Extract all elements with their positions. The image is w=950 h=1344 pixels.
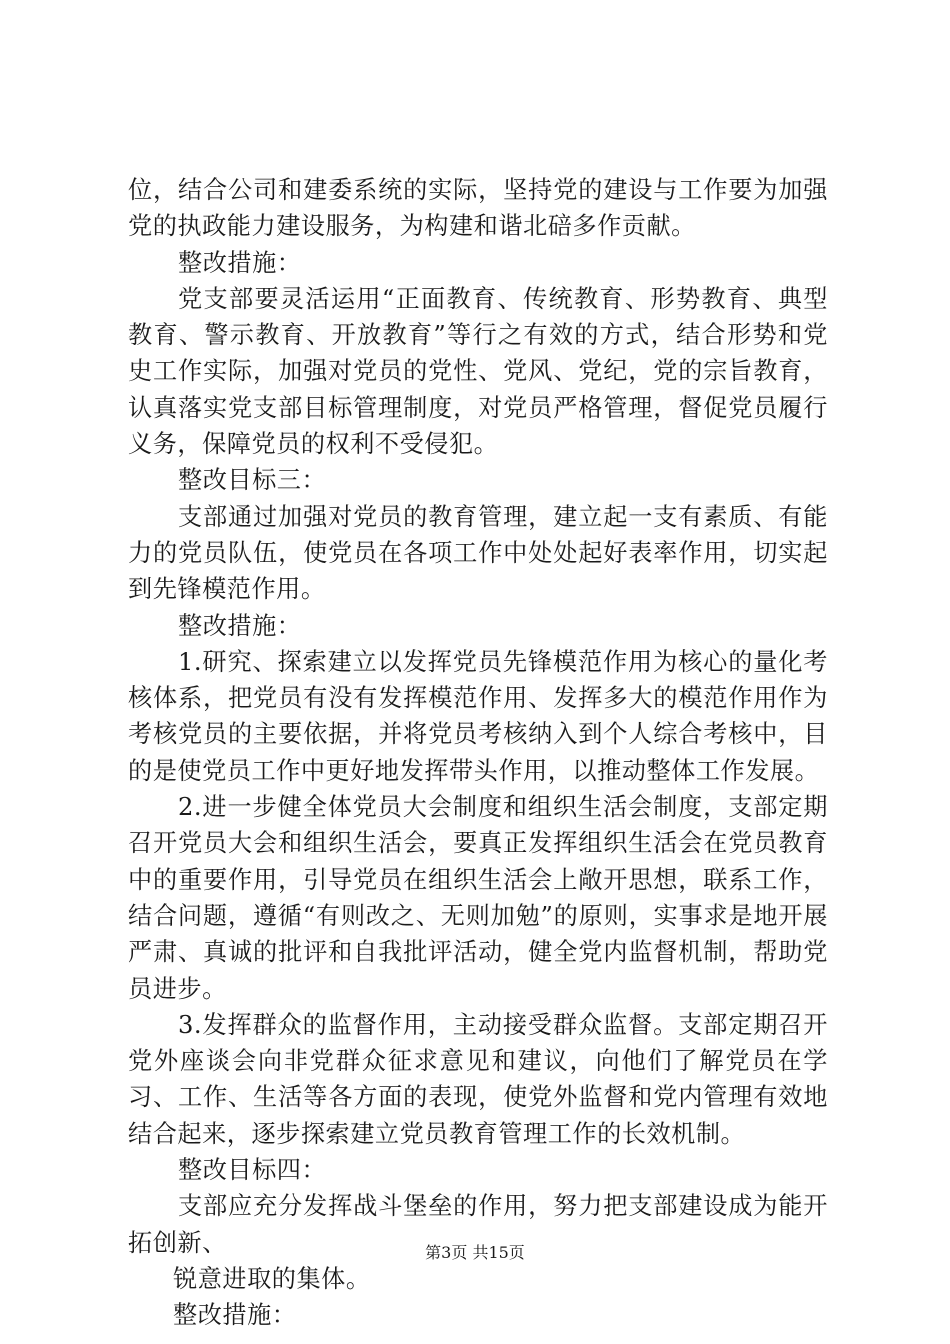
paragraph-measure-3: 3.发挥群众的监督作用，主动接受群众监督。支部定期召开党外座谈会向非党群众征求意见和建议，向他们了解党员在学习、工作、生活等各方面的表现，使党外监督和党内管理有效地结合起来，逐步探索建立党员教育管理工作的长效机制。 bbox=[128, 1010, 828, 1148]
paragraph-1: 位，结合公司和建委系统的实际，坚持党的建设与工作要为加强党的执政能力建设服务，为构建和谐北碚多作贡献。 bbox=[128, 176, 828, 241]
heading-goal-three: 整改目标三： bbox=[178, 466, 327, 495]
paragraph-measure-2: 2.进一步健全体党员大会制度和组织生活会制度，支部定期召开党员大会和组织生活会，要真正发挥组织生活会在党员教育中的重要作用，引导党员在组织生活会上敞开思想，联系工作，结合问题，遵循“有则改之、无则加勉”的原则，实事求是地开展严肃、真诚的批评和自我批评活动，健全党内监督机制，帮助党员进步。 bbox=[128, 793, 828, 1003]
page-number-label: 第3页 共15页 bbox=[425, 1243, 525, 1262]
paragraph-education-methods: 党支部要灵活运用“正面教育、传统教育、形势教育、典型教育、警示教育、开放教育”等行之有效的方式，结合形势和党史工作实际，加强对党员的党性、党风、党纪，党的宗旨教育，认真落实党支部目标管理制度，对党员严格管理，督促党员履行义务，保障党员的权利不受侵犯。 bbox=[128, 284, 828, 459]
heading-goal-four: 整改目标四： bbox=[178, 1156, 327, 1185]
page-footer bbox=[0, 1242, 950, 1264]
heading-measures-3: 整改措施： bbox=[173, 1301, 297, 1330]
heading-measures-1: 整改措施： bbox=[178, 248, 302, 277]
paragraph-goal-four: 支部应充分发挥战斗堡垒的作用，努力把支部建设成为能开拓创新、 bbox=[128, 1192, 828, 1257]
heading-measures-2: 整改措施： bbox=[178, 611, 302, 640]
document-body bbox=[128, 172, 828, 1334]
paragraph-goal-four-continued: 锐意进取的集体。 bbox=[173, 1264, 371, 1293]
paragraph-measure-1: 1.研究、探索建立以发挥党员先锋模范作用为核心的量化考核体系，把党员有没有发挥模范作用、发挥多大的模范作用作为考核党员的主要依据，并将党员考核纳入到个人综合考核中，目的是使党员工作中更好地发挥带头作用，以推动整体工作发展。 bbox=[128, 647, 828, 785]
paragraph-goal-three: 支部通过加强对党员的教育管理，建立起一支有素质、有能力的党员队伍，使党员在各项工作中处处起好表率作用，切实起到先锋模范作用。 bbox=[128, 502, 828, 604]
